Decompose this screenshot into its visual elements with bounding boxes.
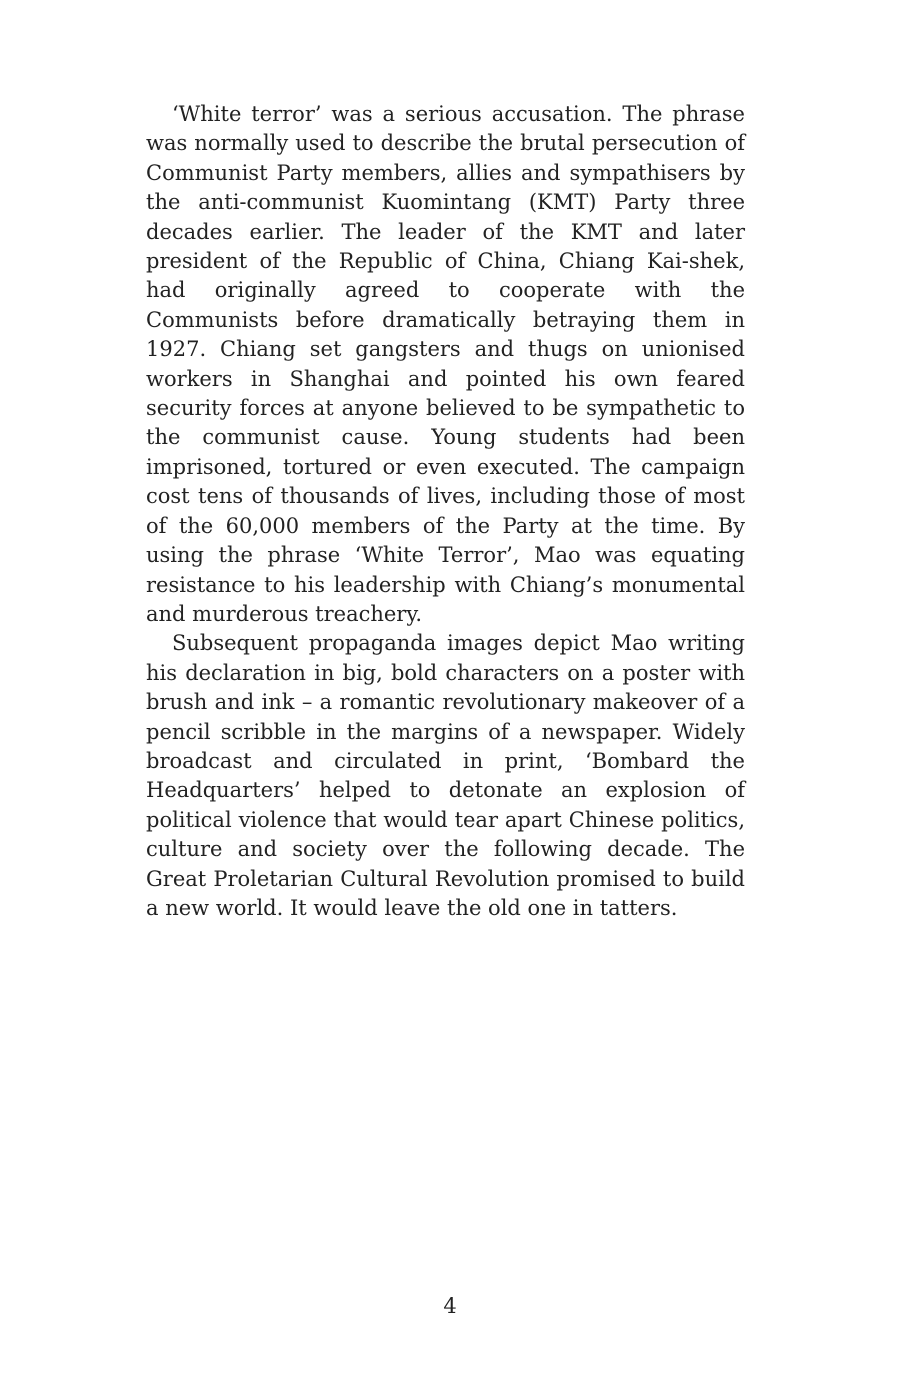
paragraph-propaganda: Subsequent propaganda images depict Mao writing his declaration in big, bold characters on a poster with brush and ink – a romantic revolutionary makeover of a pencil scribble in the margins of a newspaper. Widely broadcast and circulated in print, ‘Bombard the Headquarters’ helped to detonate an explosion of political violence that would tear apart Chinese politics, culture and society over the following decade. The Great Proletarian Cultural Revolution promised to build a new world. It would leave the old one in tatters. [146, 631, 745, 920]
body-text [146, 100, 745, 923]
page-number: 4 [443, 1294, 457, 1318]
paragraph-white-terror: ‘White terror’ was a serious accusation. The phrase was normally used to describe the brutal persecution of Communist Party members, allies and sympathisers by the anti-communist Kuomintang (KMT) Party three decades earlier. The leader of the KMT and later president of the Republic of China, Chiang Kai-shek, had originally agreed to cooperate with the Communists before dramatically betraying them in 1927. Chiang set gangsters and thugs on unionised workers in Shanghai and pointed his own feared security forces at anyone believed to be sympathetic to the communist cause. Young students had been imprisoned, tortured or even executed. The campaign cost tens of thousands of lives, including those of most of the 60,000 members of the Party at the time. By using the phrase ‘White Terror’, Mao was equating resistance to his leadership with Chiang’s monumental and murderous treachery. [146, 102, 745, 626]
